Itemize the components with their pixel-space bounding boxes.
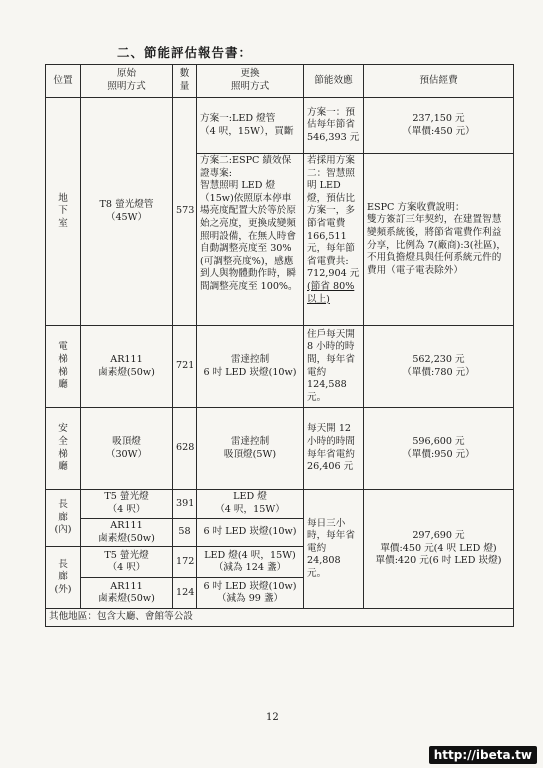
- energy-benefit: 住戶每天開 8 小時的時間，每年省電約 124,588 元。: [304, 326, 364, 408]
- plan1-unit-price: （單價:450 元）: [402, 125, 475, 137]
- col-benefit-header: 節能效應: [304, 65, 364, 98]
- replacement-lighting: 6 吋 LED 崁燈(10w) （減為 99 盞）: [197, 578, 304, 609]
- plan2-cost-note: ESPC 方案收費說明： 雙方簽訂三年契約，在建置智慧變頻系統後，將節省電費作利益分享，比例為 7(廠商):3(社區)，不用負擔燈具與任何系統元件的費用（電子電表除外）: [364, 154, 514, 326]
- table-row: [46, 609, 514, 627]
- original-lighting: 吸頂燈 （30W）: [81, 408, 173, 490]
- energy-assessment-table: [45, 64, 514, 627]
- col-cost-header: 預估經費: [364, 65, 514, 98]
- plan2-benefit-cell: [304, 154, 364, 326]
- other-areas-note: 其他地區：包含大廳、會館等公設: [46, 609, 514, 627]
- location-basement: 地 下 室: [46, 98, 81, 326]
- col-original-header: 原始 照明方式: [81, 65, 173, 98]
- replacement-lighting: LED 燈(4 呎，15W) （減為 124 盞）: [197, 547, 304, 578]
- plan2-replacement: 方案二:ESPC 績效保證專案: 智慧照明 LED 燈（15w)依照原本停車場亮度配置大於等於原始之亮度，更換成變頻照明設備，在無人時會自動調整亮度至 30%(可調整亮度%)，感應到人與物體動作時，瞬間調整亮度至 100%。: [197, 154, 304, 326]
- table-row: [46, 326, 514, 408]
- col-qty-header: 數 量: [173, 65, 197, 98]
- cost: 596,600 元: [412, 435, 465, 447]
- col-replace-header: 更換 照明方式: [197, 65, 304, 98]
- original-lighting: AR111 鹵素燈(50w): [81, 326, 173, 408]
- location-corridor-outer: 長 廊 (外): [46, 547, 81, 609]
- table-row: [46, 490, 514, 519]
- watermark: http://ibeta.tw: [429, 746, 537, 764]
- cost: 562,230 元: [412, 353, 465, 365]
- unit-price: （單價:780 元）: [402, 366, 475, 378]
- location-corridor-inner: 長 廊 (內): [46, 490, 81, 547]
- corridor-energy-benefit: 每日三小時，每年省電約 24,808 元。: [304, 490, 364, 609]
- replacement-lighting: 雷達控制 吸頂燈(5W): [197, 408, 304, 490]
- replacement-lighting: LED 燈 （4 呎，15W）: [197, 490, 304, 519]
- quantity: 58: [173, 519, 197, 547]
- section-heading: 二、節能評估報告書：: [117, 45, 253, 60]
- plan1-benefit: 方案一：預估每年節省 546,393 元: [304, 98, 364, 154]
- quantity: 124: [173, 578, 197, 609]
- quantity: 721: [173, 326, 197, 408]
- plan1-cost: 237,150 元: [412, 112, 465, 124]
- quantity: 172: [173, 547, 197, 578]
- plan2-benefit: 若採用方案二：智慧照明 LED 燈，預估比方案一，多節省電費 166,511 元，每年節省電費共: 712,904 元: [307, 155, 360, 280]
- plan1-replacement: 方案一:LED 燈管 （4 呎，15W），買斷: [197, 98, 304, 154]
- location-elevator: 電 梯 梯 廳: [46, 326, 81, 408]
- table-row: [46, 98, 514, 154]
- quantity: 391: [173, 490, 197, 519]
- quantity: 628: [173, 408, 197, 490]
- page-number: 12: [266, 712, 279, 723]
- original-lighting: T5 螢光燈 （4 呎）: [81, 490, 173, 519]
- cost-cell: [364, 408, 514, 490]
- corridor-unit-prices: 單價:450 元(4 呎 LED 燈) 單價:420 元(6 吋 LED 崁燈): [375, 542, 502, 567]
- plan2-saving-percent: (節省 80%以上): [307, 280, 355, 305]
- table-header-row: [46, 65, 514, 98]
- plan1-cost-cell: [364, 98, 514, 154]
- energy-benefit: 每天開 12 小時的時間每年省電約 26,406 元: [304, 408, 364, 490]
- table-row: [46, 408, 514, 490]
- location-stairs: 安 全 梯 廳: [46, 408, 81, 490]
- replacement-lighting: 6 吋 LED 崁燈(10w): [197, 519, 304, 547]
- original-lighting: T5 螢光燈 （4 呎）: [81, 547, 173, 578]
- corridor-cost-cell: [364, 490, 514, 609]
- col-location-header: 位置: [46, 65, 81, 98]
- original-lighting: AR111 鹵素燈(50w): [81, 519, 173, 547]
- replacement-lighting: 雷達控制 6 吋 LED 崁燈(10w): [197, 326, 304, 408]
- quantity: 573: [173, 98, 197, 326]
- corridor-cost: 297,690 元: [412, 530, 465, 542]
- cost-cell: [364, 326, 514, 408]
- unit-price: （單價:950 元）: [402, 448, 475, 460]
- original-lighting: T8 螢光燈管 （45W）: [81, 98, 173, 326]
- original-lighting: AR111 鹵素燈(50w): [81, 578, 173, 609]
